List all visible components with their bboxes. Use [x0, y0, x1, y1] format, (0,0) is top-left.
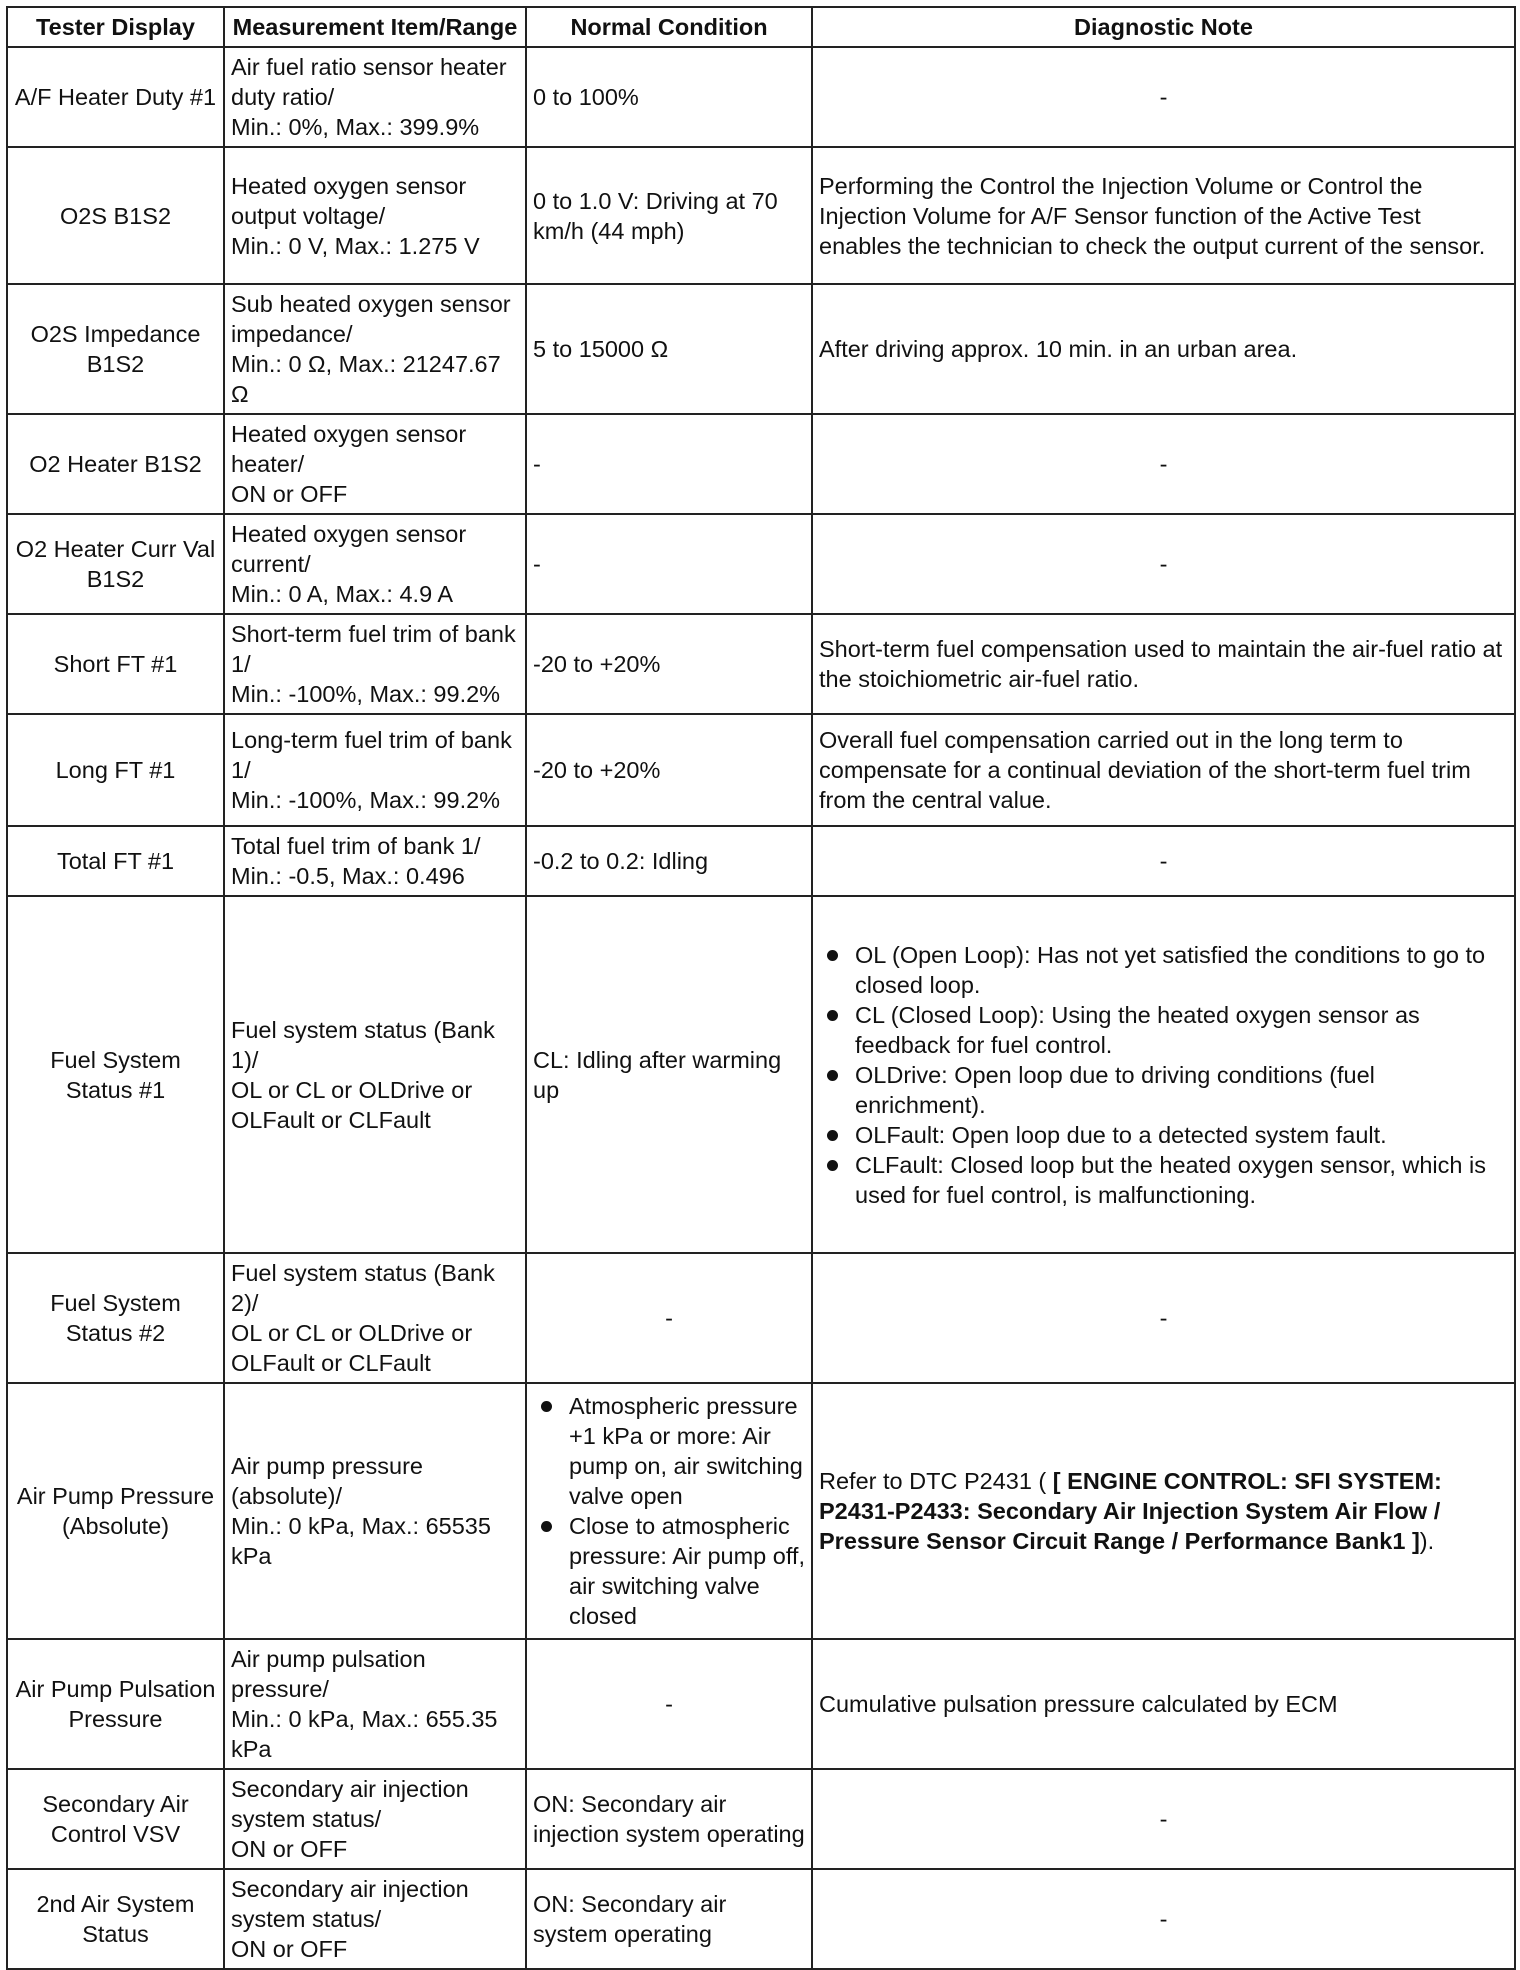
normal-condition-cell: -20 to +20% — [526, 614, 812, 714]
diagnostic-note-cell: - — [812, 1869, 1515, 1969]
tester-display-cell: Long FT #1 — [7, 714, 224, 826]
normal-condition-cell: ON: Secondary air injection system operating — [526, 1769, 812, 1869]
tester-display-cell: Air Pump Pressure (Absolute) — [7, 1383, 224, 1639]
normal-condition-cell: - — [526, 414, 812, 514]
tester-display-cell: Total FT #1 — [7, 826, 224, 896]
measurement-cell: Long-term fuel trim of bank 1/ Min.: -100%, Max.: 99.2% — [224, 714, 526, 826]
tester-display-cell: A/F Heater Duty #1 — [7, 47, 224, 147]
tester-display-cell: Fuel System Status #1 — [7, 896, 224, 1253]
diagnostic-note-cell: Performing the Control the Injection Volume or Control the Injection Volume for A/F Sensor function of the Active Test enables the technician to check the output current of the sensor. — [812, 147, 1515, 284]
measurement-cell: Secondary air injection system status/ ON or OFF — [224, 1769, 526, 1869]
diagnostic-note-cell: Short-term fuel compensation used to maintain the air-fuel ratio at the stoichiometric air-fuel ratio. — [812, 614, 1515, 714]
normal-condition-cell: 0 to 1.0 V: Driving at 70 km/h (44 mph) — [526, 147, 812, 284]
table-row — [7, 1639, 1515, 1769]
diagnostic-note-cell: - — [812, 47, 1515, 147]
list-item: OLFault: Open loop due to a detected system fault. — [855, 1120, 1508, 1150]
normal-condition-cell: -0.2 to 0.2: Idling — [526, 826, 812, 896]
normal-condition-cell: 5 to 15000 Ω — [526, 284, 812, 414]
measurement-cell: Heated oxygen sensor output voltage/ Min.: 0 V, Max.: 1.275 V — [224, 147, 526, 284]
normal-condition-cell: CL: Idling after warming up — [526, 896, 812, 1253]
tester-display-cell: Short FT #1 — [7, 614, 224, 714]
header-row — [7, 7, 1515, 47]
tester-display-cell: O2S Impedance B1S2 — [7, 284, 224, 414]
measurement-cell: Air pump pulsation pressure/ Min.: 0 kPa, Max.: 655.35 kPa — [224, 1639, 526, 1769]
tester-display-cell: O2 Heater Curr Val B1S2 — [7, 514, 224, 614]
measurement-cell: Fuel system status (Bank 1)/ OL or CL or OLDrive or OLFault or CLFault — [224, 896, 526, 1253]
tester-display-cell: Air Pump Pulsation Pressure — [7, 1639, 224, 1769]
list-item: Close to atmospheric pressure: Air pump off, air switching valve closed — [569, 1513, 805, 1629]
measurement-cell: Heated oxygen sensor heater/ ON or OFF — [224, 414, 526, 514]
header-diagnostic-note: Diagnostic Note — [812, 7, 1515, 47]
diagnostic-note-cell: - — [812, 826, 1515, 896]
diagnostic-note-cell: After driving approx. 10 min. in an urban area. — [812, 284, 1515, 414]
table-row — [7, 826, 1515, 896]
header-measurement-item: Measurement Item/Range — [224, 7, 526, 47]
note-prefix: Refer to DTC P2431 ( — [819, 1468, 1053, 1494]
measurement-cell: Total fuel trim of bank 1/ Min.: -0.5, Max.: 0.496 — [224, 826, 526, 896]
tester-display-cell: O2 Heater B1S2 — [7, 414, 224, 514]
diagnostic-note-cell: - — [812, 1769, 1515, 1869]
fuel-status-list — [819, 940, 1508, 1210]
measurement-cell: Air pump pressure (absolute)/ Min.: 0 kPa, Max.: 65535 kPa — [224, 1383, 526, 1639]
measurement-cell: Secondary air injection system status/ ON or OFF — [224, 1869, 526, 1969]
normal-condition-cell: 0 to 100% — [526, 47, 812, 147]
dtc-reference-link[interactable]: [ ENGINE CONTROL: SFI SYSTEM: P2431-P2433: Secondary Air Injection System Air Flow / Pressure Sensor Circuit Range / Performance Bank1 ] — [819, 1468, 1442, 1554]
tester-display-cell: Secondary Air Control VSV — [7, 1769, 224, 1869]
table-row — [7, 1383, 1515, 1639]
data-list-table — [6, 6, 1516, 1970]
list-item: CLFault: Closed loop but the heated oxygen sensor, which is used for fuel control, is malfunctioning. — [855, 1150, 1508, 1210]
normal-condition-cell — [526, 1383, 812, 1639]
diagnostic-note-cell — [812, 1383, 1515, 1639]
table-row — [7, 1769, 1515, 1869]
normal-condition-cell: - — [526, 514, 812, 614]
list-item: CL (Closed Loop): Using the heated oxygen sensor as feedback for fuel control. — [855, 1000, 1508, 1060]
table-row — [7, 1253, 1515, 1383]
normal-condition-cell: -20 to +20% — [526, 714, 812, 826]
diagnostic-note-cell: - — [812, 514, 1515, 614]
tester-display-cell: O2S B1S2 — [7, 147, 224, 284]
tester-display-cell: 2nd Air System Status — [7, 1869, 224, 1969]
note-suffix: ). — [1419, 1528, 1435, 1554]
table-row — [7, 147, 1515, 284]
measurement-cell: Fuel system status (Bank 2)/ OL or CL or OLDrive or OLFault or CLFault — [224, 1253, 526, 1383]
list-item: OL (Open Loop): Has not yet satisfied the conditions to go to closed loop. — [855, 940, 1508, 1000]
diagnostic-note-cell: - — [812, 1253, 1515, 1383]
tester-display-cell: Fuel System Status #2 — [7, 1253, 224, 1383]
table-row — [7, 1869, 1515, 1969]
table-row — [7, 414, 1515, 514]
diagnostic-note-cell — [812, 896, 1515, 1253]
air-pump-condition-list — [533, 1391, 805, 1631]
header-tester-display: Tester Display — [7, 7, 224, 47]
measurement-cell: Heated oxygen sensor current/ Min.: 0 A, Max.: 4.9 A — [224, 514, 526, 614]
normal-condition-cell: - — [526, 1639, 812, 1769]
table-row — [7, 47, 1515, 147]
header-normal-condition: Normal Condition — [526, 7, 812, 47]
diagnostic-note-cell: Overall fuel compensation carried out in the long term to compensate for a continual deviation of the short-term fuel trim from the central value. — [812, 714, 1515, 826]
normal-condition-cell: ON: Secondary air system operating — [526, 1869, 812, 1969]
table-row — [7, 614, 1515, 714]
table-row — [7, 514, 1515, 614]
table-row — [7, 284, 1515, 414]
measurement-cell: Short-term fuel trim of bank 1/ Min.: -100%, Max.: 99.2% — [224, 614, 526, 714]
table-row — [7, 714, 1515, 826]
table-row — [7, 896, 1515, 1253]
diagnostic-note-cell: Cumulative pulsation pressure calculated by ECM — [812, 1639, 1515, 1769]
list-item: OLDrive: Open loop due to driving conditions (fuel enrichment). — [855, 1060, 1508, 1120]
measurement-cell: Sub heated oxygen sensor impedance/ Min.: 0 Ω, Max.: 21247.67 Ω — [224, 284, 526, 414]
measurement-cell: Air fuel ratio sensor heater duty ratio/ Min.: 0%, Max.: 399.9% — [224, 47, 526, 147]
list-item: Atmospheric pressure +1 kPa or more: Air pump on, air switching valve open — [569, 1391, 805, 1511]
diagnostic-note-cell: - — [812, 414, 1515, 514]
normal-condition-cell: - — [526, 1253, 812, 1383]
